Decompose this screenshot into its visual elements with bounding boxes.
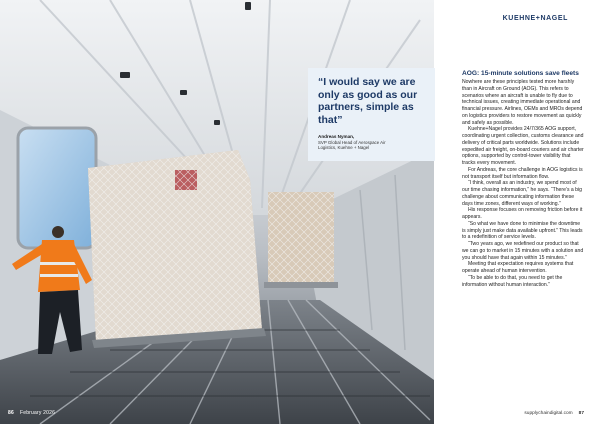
article-paragraph: Nowhere are these principles tested more harshly than in Aircraft on Ground (AOG). This refers to scenarios where an aircraft is unable to fly due to technical issues, creating immediate operational and financial pressure. Airlines, OEMs and MROs depend on logistics providers to restore movement as quickly and safely as possible. <box>462 79 583 126</box>
brand-logo: KUEHNE+NAGEL <box>502 15 568 22</box>
quote-author-name: Andreas Nyman, <box>318 134 355 139</box>
article-heading: AOG: 15-minute solutions save fleets <box>462 70 579 77</box>
left-page-footer <box>8 410 55 416</box>
article-paragraph: “To be able to do that, you need to get the information without human interaction.” <box>462 274 563 288</box>
cargo-pallet-near <box>88 150 266 348</box>
article-paragraph: Meeting that expectation requires systems that operate ahead of human intervention. <box>462 261 574 274</box>
article-paragraph: For Andreas, the core challenge in AOG logistics is not transport itself but information flow. <box>462 166 583 180</box>
article-paragraph: Kuehne+Nagel provides 24/7/365 AOG support, coordinating urgent collection, customs clearance and delivery of critical parts worldwide. Solutions include expedited air freight, on-board couriers and air charter options, supported by control-tower visibility that tracks every movement. <box>462 126 584 166</box>
article-paragraph: His response focuses on removing friction before it appears. <box>462 207 583 220</box>
right-page-number: 87 <box>578 411 584 416</box>
article-body <box>462 70 584 288</box>
cargo-pallet-far <box>264 192 338 288</box>
pull-quote <box>308 68 435 161</box>
right-page-footer <box>524 411 584 416</box>
site-url: supplychaindigital.com <box>524 411 573 416</box>
quote-author-role: SVP Global Head of Aerospace Air Logistics, Kuehne + Nagel <box>318 140 386 151</box>
quote-text: “I would say we are only as good as our partners, simple as that” <box>318 76 418 126</box>
article-paragraph: “I think, overall as an industry, we spend most of our time chasing information,” he says. “There’s a big challenge about communicating information these days time zones, different ways of working.” <box>462 180 582 207</box>
article-paragraph: “So what we have done to minimise the downtime is simply just make data available upfront.” This leads to a redefinition of service levels. <box>462 220 583 241</box>
issue-date: February 2026 <box>19 410 56 416</box>
article-paragraph: “Two years ago, we redefined our product so that we can go to market in 15 minutes with a solution and you should have that again within 15 minutes.” <box>462 241 584 261</box>
left-page-number: 86 <box>8 410 14 416</box>
